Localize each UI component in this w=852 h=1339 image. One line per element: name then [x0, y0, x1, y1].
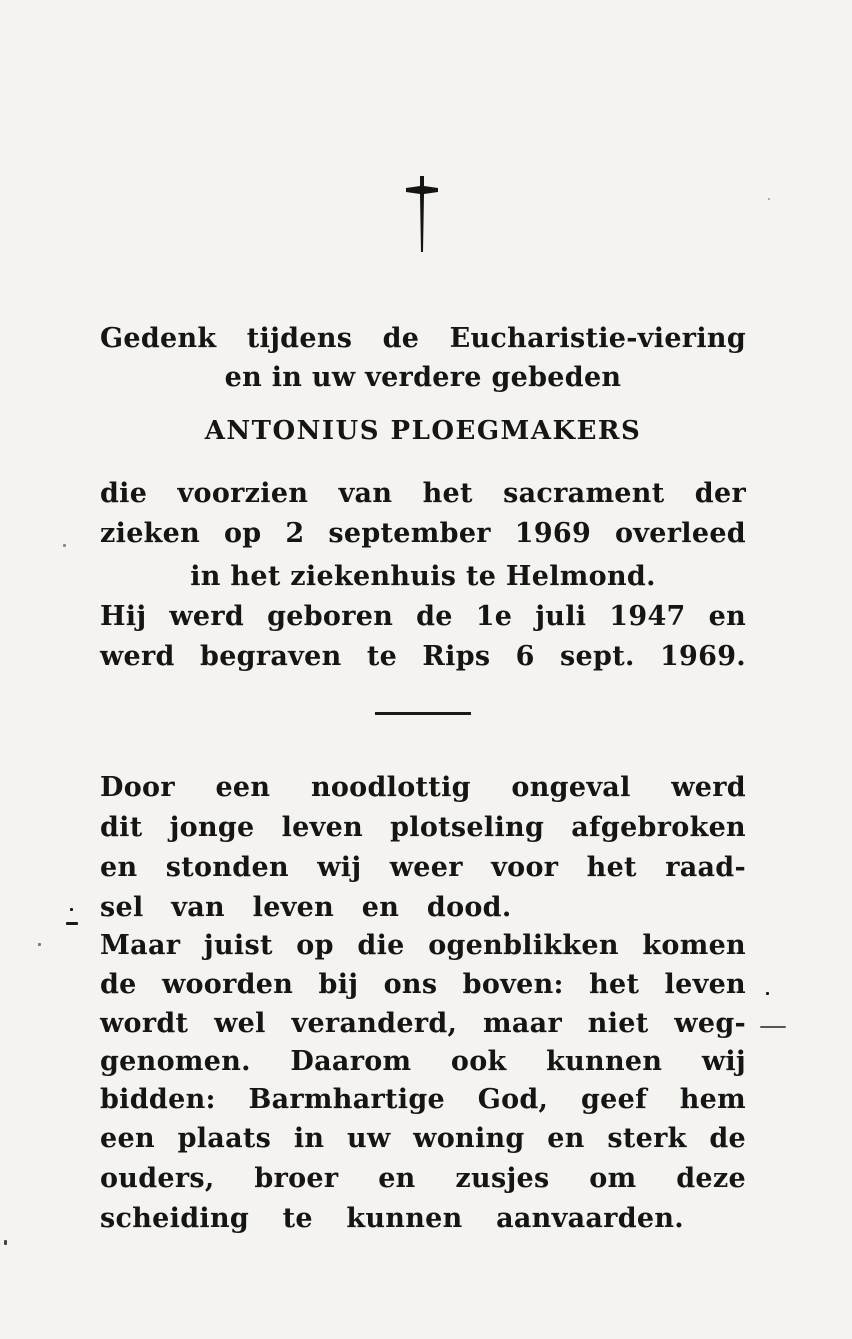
scan-speck	[766, 992, 769, 995]
reflection-line-6: de woorden bij ons boven: het leven	[100, 969, 746, 1000]
reflection-line-4: sel van leven en dood.	[100, 892, 512, 923]
reflection-line-9: bidden: Barmhartige God, geef hem	[100, 1084, 746, 1115]
intro-line-1: Gedenk tijdens de Eucharistie-viering	[100, 323, 746, 354]
scan-speck	[70, 908, 73, 911]
details-line-1: die voorzien van het sacrament der	[100, 478, 746, 509]
scan-speck	[66, 922, 78, 925]
reflection-line-12: scheiding te kunnen aanvaarden.	[100, 1203, 684, 1234]
cross-icon	[402, 172, 442, 254]
details-line-5: werd begraven te Rips 6 sept. 1969.	[100, 641, 746, 672]
reflection-line-8: genomen. Daarom ook kunnen wij	[100, 1046, 746, 1077]
reflection-line-7: wordt wel veranderd, maar niet weg-	[100, 1008, 746, 1039]
reflection-line-10: een plaats in uw woning en sterk de	[100, 1123, 746, 1154]
details-line-4: Hij werd geboren de 1e juli 1947 en	[100, 601, 746, 632]
details-line-3: in het ziekenhuis te Helmond.	[190, 561, 656, 592]
scan-speck	[38, 943, 41, 946]
scan-speck	[768, 198, 770, 200]
scan-speck	[4, 1240, 7, 1245]
scan-speck	[760, 1026, 786, 1028]
intro-line-2: en in uw verdere gebeden	[224, 362, 622, 393]
reflection-line-1: Door een noodlottig ongeval werd	[100, 772, 746, 803]
reflection-line-5: Maar juist op die ogenblikken komen	[100, 930, 746, 961]
reflection-line-2: dit jonge leven plotseling afgebroken	[100, 812, 746, 843]
divider-rule	[375, 712, 471, 715]
reflection-line-3: en stonden wij weer voor het raad-	[100, 852, 746, 883]
deceased-name: ANTONIUS PLOEGMAKERS	[204, 416, 642, 446]
reflection-line-11: ouders, broer en zusjes om deze	[100, 1163, 746, 1194]
details-line-2: zieken op 2 september 1969 overleed	[100, 518, 746, 549]
scan-speck	[63, 544, 66, 547]
